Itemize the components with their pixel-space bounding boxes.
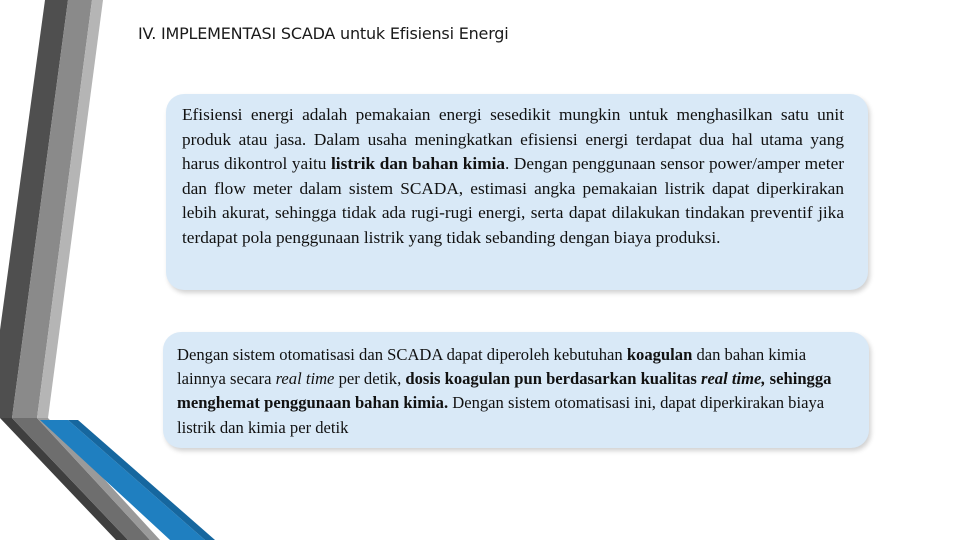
paragraph-bold-text: listrik dan bahan kimia	[331, 154, 506, 174]
paragraph-bold-italic-text: real time,	[700, 369, 766, 389]
paragraph-text: per detik,	[334, 369, 406, 389]
text-box-automation	[163, 332, 869, 448]
slide-title: IV. IMPLEMENTASI SCADA untuk Efisiensi Energi	[138, 24, 509, 43]
paragraph-text: Dengan sistem otomatisasi ini, dapat diperkirakan biaya listrik dan kimia per detik	[177, 393, 825, 437]
paragraph-bold-text: koagulan	[626, 345, 693, 364]
paragraph-text: Efisiensi energi adalah pemakaian energi sesedikit mungkin untuk menghasilkan satu unit produk atau jasa. Dalam usaha meningkatkan efisiensi energi terdapat dua hal utama yang harus dikontrol yaitu	[182, 105, 844, 174]
paragraph-text: . Dengan penggunaan sensor power/amper meter dan flow meter dalam sistem SCADA, estimasi angka pemakaian listrik dapat diperkirakan lebih akurat, sehingga tidak ada rugi-rugi energi, serta dapat dilakukan tindakan preventif jika terdapat pola penggunaan listrik yang tidak sebanding dengan biaya produksi.	[182, 154, 845, 247]
paragraph-bold-text: sehingga menghemat penggunaan bahan kimia.	[177, 369, 832, 413]
paragraph-text: Dengan sistem otomatisasi dan SCADA dapat diperoleh kebutuhan	[177, 345, 627, 364]
paragraph-italic-text: real time	[275, 369, 335, 389]
text-box-energy-efficiency	[166, 94, 868, 290]
paragraph-text: dan bahan kimia lainnya secara	[177, 345, 807, 389]
paragraph-bold-text: dosis koagulan pun berdasarkan kualitas	[405, 369, 701, 389]
